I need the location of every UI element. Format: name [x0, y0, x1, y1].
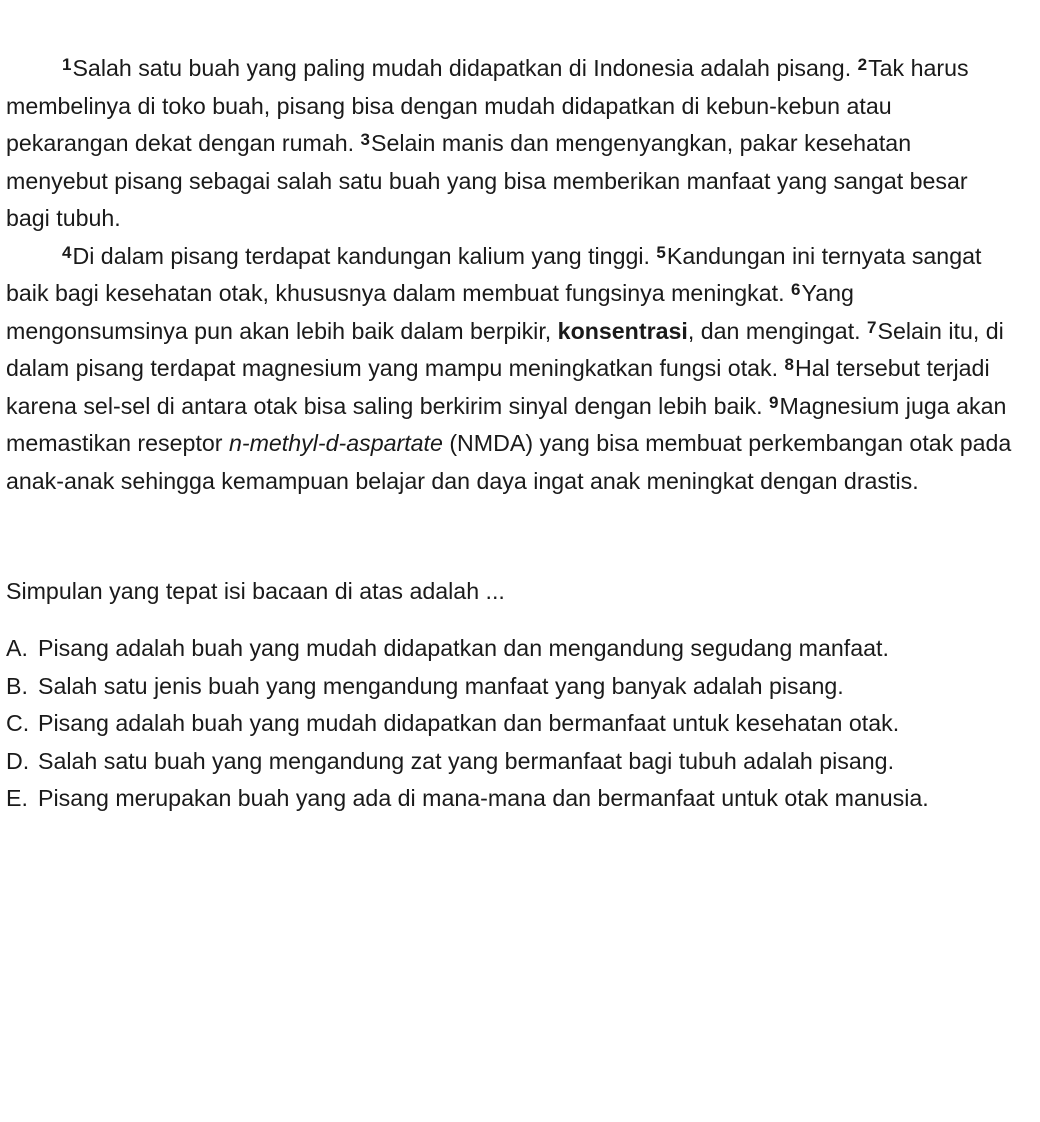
- sentence-number: 5: [656, 242, 666, 262]
- option-letter: B.: [6, 672, 28, 699]
- sentence-text: Di dalam pisang terdapat kandungan kalium yang tinggi.: [72, 242, 657, 269]
- option-letter: C.: [6, 710, 30, 736]
- option-text: Pisang merupakan buah yang ada di mana-mana dan bermanfaat untuk otak manusia.: [38, 785, 929, 811]
- sentence-number: 9: [769, 392, 779, 412]
- bold-keyword: konsentrasi: [557, 317, 688, 344]
- sentence-number: 2: [857, 55, 868, 74]
- sentence-number: 4: [62, 242, 72, 262]
- option-letter: D.: [6, 747, 30, 774]
- option-letter: A.: [6, 635, 28, 661]
- option-a[interactable]: [6, 630, 1016, 668]
- answer-options: [6, 630, 1016, 818]
- option-b[interactable]: [6, 668, 1016, 706]
- document-page: [6, 50, 1016, 818]
- sentence-text: (NMDA) yang bisa membuat perkembangan otak pada anak-anak sehingga kemampuan belajar dan daya ingat anak meningkat dengan drastis.: [6, 430, 1012, 494]
- sentence-number: 6: [790, 280, 801, 299]
- option-letter: E.: [6, 785, 28, 811]
- option-d[interactable]: [6, 743, 1016, 781]
- sentence-number: 7: [867, 317, 877, 337]
- sentence-text: Salah satu buah yang paling mudah didapatkan di Indonesia adalah pisang.: [72, 55, 858, 81]
- sentence-text: Tak harus membelinya di toko buah, pisang bisa dengan mudah didapatkan di kebun-kebun atau pekarangan dekat dengan rumah.: [6, 55, 969, 156]
- option-text: Salah satu jenis buah yang mengandung manfaat yang banyak adalah pisang.: [38, 672, 844, 699]
- sentence-text: Yang mengonsumsinya pun akan lebih baik dalam berpikir,: [6, 280, 854, 344]
- option-text: Pisang adalah buah yang mudah didapatkan dan bermanfaat untuk kesehatan otak.: [38, 710, 900, 736]
- sentence-text: , dan mengingat.: [687, 317, 868, 344]
- question-prompt: Simpulan yang tepat isi bacaan di atas adalah ...: [6, 578, 505, 604]
- option-text: Salah satu buah yang mengandung zat yang bermanfaat bagi tubuh adalah pisang.: [38, 747, 895, 774]
- option-text: Pisang adalah buah yang mudah didapatkan dan mengandung segudang manfaat.: [38, 635, 889, 661]
- italic-term: n-methyl-d-aspartate: [228, 430, 443, 456]
- sentence-number: 1: [62, 55, 72, 74]
- passage-paragraph-2: [6, 238, 1016, 501]
- option-c[interactable]: [6, 705, 1016, 743]
- sentence-text: Hal tersebut terjadi karena sel-sel di antara otak bisa saling berkirim sinyal dengan lebih baik.: [6, 355, 990, 419]
- sentence-number: 3: [360, 130, 370, 149]
- sentence-text: Selain manis dan mengenyangkan, pakar kesehatan menyebut pisang sebagai salah satu buah yang bisa memberikan manfaat yang sangat besar bagi tubuh.: [6, 130, 968, 231]
- sentence-text: Magnesium juga akan memastikan reseptor: [6, 392, 1007, 456]
- sentence-number: 8: [784, 355, 794, 374]
- option-e[interactable]: [6, 780, 1016, 818]
- sentence-text: Selain itu, di dalam pisang terdapat magnesium yang mampu meningkatkan fungsi otak.: [6, 317, 1004, 381]
- passage-paragraph-1: [6, 50, 1016, 238]
- sentence-text: Kandungan ini ternyata sangat baik bagi kesehatan otak, khususnya dalam membuat fungsinya meningkat.: [6, 242, 982, 306]
